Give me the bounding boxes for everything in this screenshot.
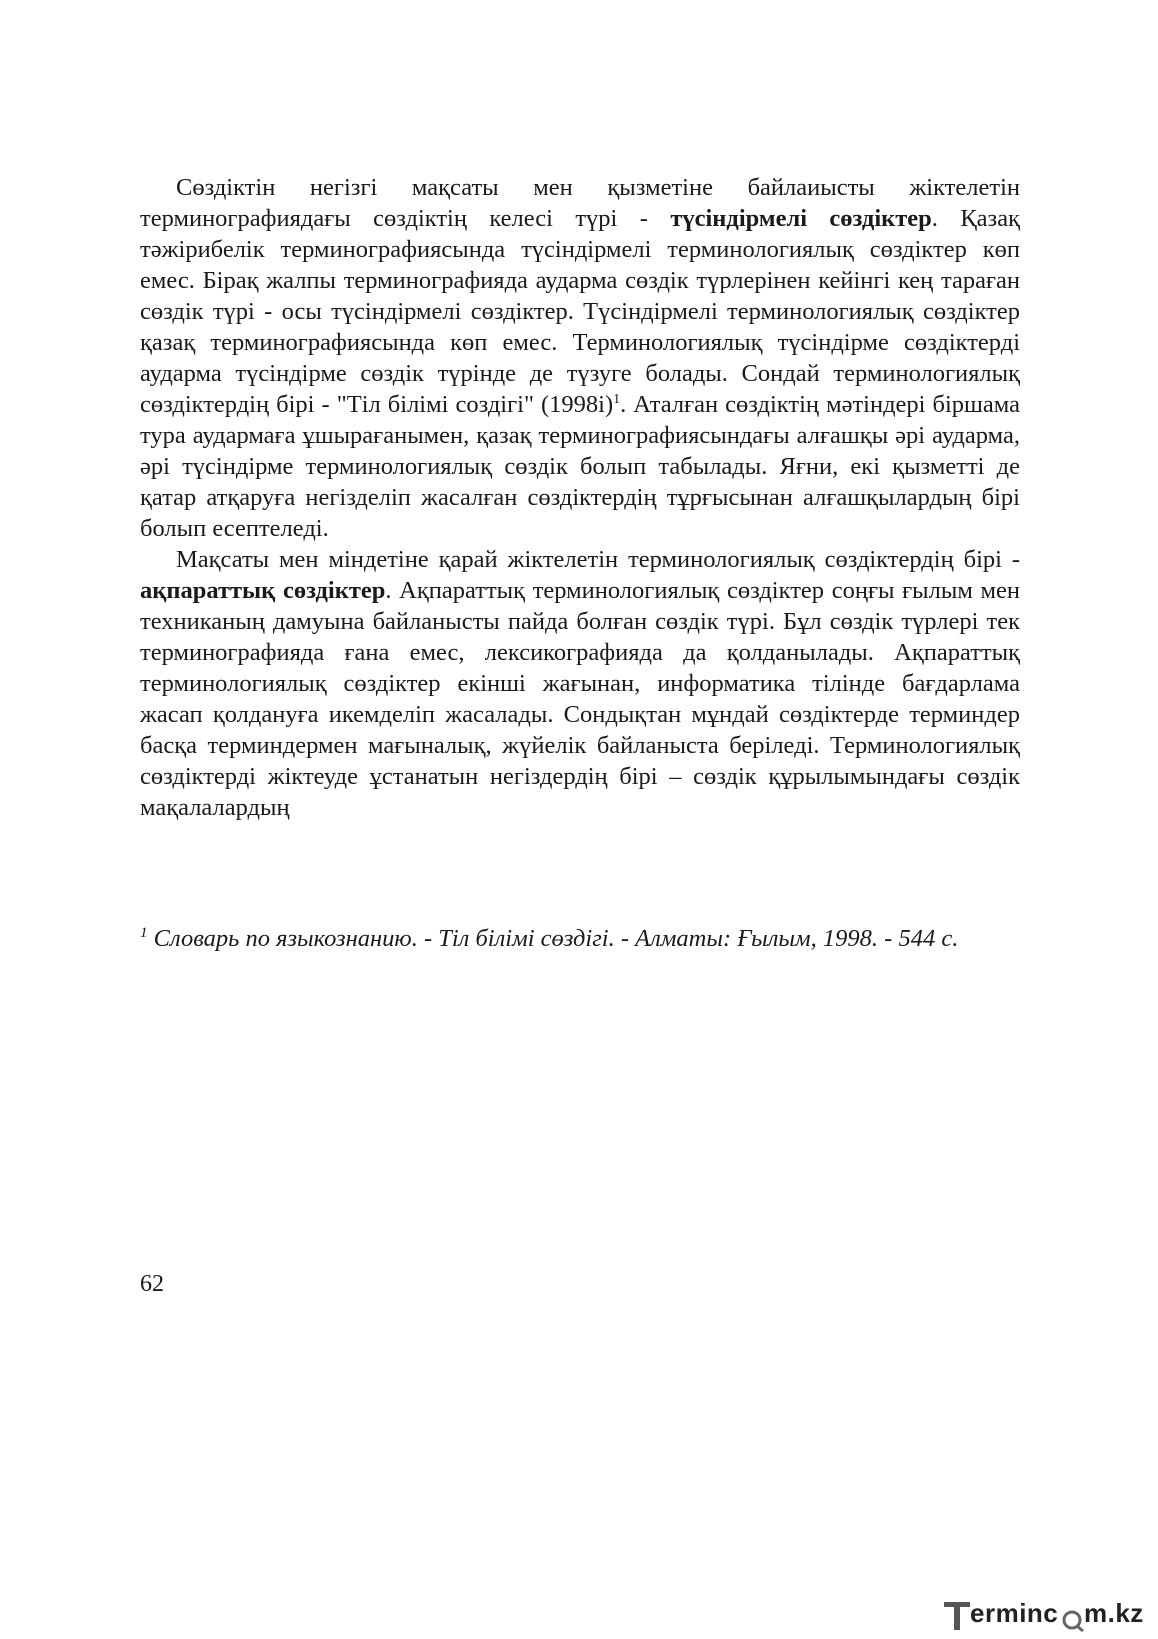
paragraph-1-text-end: . Аталған сөздіктің мәтіндері біршама тура аудармаға ұшырағанымен, қазақ терминографиясындағы алғашқы әрі аударма, әрі түсіндірме терминологиялық сөздік болып табылады. Яғни, екі қызметті де қатар атқаруға негізделіп жасалған сөздіктердің тұрғысынан алғашқылардың бірі болып есептеледі.: [140, 391, 1020, 542]
main-text: [140, 172, 1020, 823]
paragraph-1-text-cont: . Қазақ тәжірибелік терминографиясында түсіндірмелі терминологиялық сөздіктер көп емес. Бірақ жалпы терминографияда аударма сөздік түрлерінен кейінгі кең тараған сөздік түрі - осы түсіндірмелі сөздіктер. Түсіндірмелі терминологиялық сөздіктер қазақ терминографиясында көп емес. Терминологиялық түсіндірме сөздіктерді аударма түсіндірме сөздік түрінде де түзуге болады. Сондай терминологиялық сөздіктердің бірі - "Тіл білімі создігі" (1998і): [140, 205, 1021, 418]
paragraph-2-bold-term: ақпараттық сөздіктер: [140, 577, 386, 604]
footnote-reference: 1: [613, 391, 621, 407]
paragraph-2-text: Мақсаты мен міндетіне қарай жіктелетін терминологиялық сөздіктердің бірі -: [176, 546, 1020, 573]
watermark-text-b: m.kz: [1084, 1598, 1144, 1628]
paragraph-2-text-cont: . Ақпараттық терминологиялық сөздіктер соңғы ғылым мен техниканың дамуына байланысты пайда болған сөздік түрі. Бұл сөздік түрлері тек терминографияда ғана емес, лексикографияда да қолданылады. Ақпараттық терминологиялық сөздіктер екінші жағынан, информатика тілінде бағдарлама жасап қолдануға икемделіп жасалады. Сондықтан мұндай сөздіктерде терминдер басқа терминдермен мағыналық, жүйелік байланыста беріледі. Терминологиялық сөздіктерді жіктеуде ұстанатын негіздердің бірі – сөздік құрылымындағы сөздік мақалалардың: [140, 577, 1021, 821]
footnote-marker: 1: [140, 924, 148, 941]
paragraph-1-text: Сөздіктін негізгі мақсаты мен қызметіне байлаиысты жіктелетін терминографиядағы сөздіктің келесі түрі -: [140, 174, 1020, 232]
watermark-logo: [944, 1598, 1144, 1634]
page-number: 62: [140, 1271, 164, 1297]
paragraph-2: [140, 544, 1020, 823]
footnote-text: Словарь по языкознанию. - Тіл білімі сөздігі. - Алматы: Ғылым, 1998. - 544 с.: [147, 925, 959, 952]
paragraph-1: [140, 172, 1020, 544]
watermark-text-a: erminc: [970, 1598, 1059, 1628]
footnote: [140, 922, 1020, 955]
paragraph-1-bold-term: түсіндірмелі сөздіктер: [670, 205, 932, 232]
